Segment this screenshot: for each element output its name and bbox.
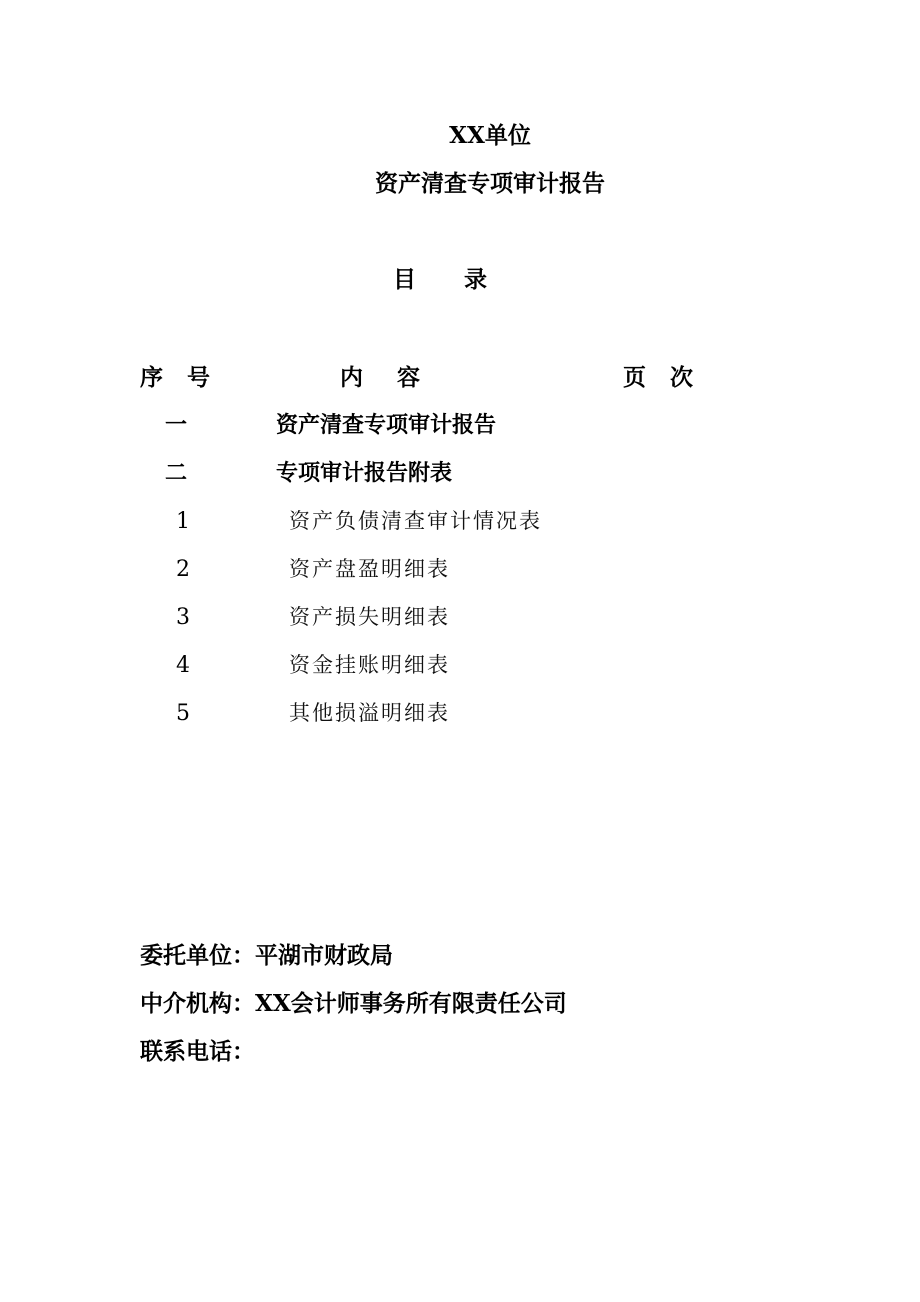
column-header-page-left: 页 xyxy=(623,364,646,391)
column-header-seq xyxy=(140,366,210,389)
toc-heading-left: 目 xyxy=(393,266,416,293)
contact-phone: 联系电话： xyxy=(140,1038,255,1065)
column-header-seq-right: 号 xyxy=(187,364,210,391)
toc-item-title[interactable]: 其他损溢明细表 xyxy=(289,701,450,725)
client-unit: 委托单位：平湖市财政局 xyxy=(140,942,393,969)
toc-item-number: 1 xyxy=(176,509,190,534)
toc-item-title[interactable]: 资产盘盈明细表 xyxy=(289,557,450,581)
toc-section-title[interactable]: 资产清查专项审计报告 xyxy=(276,412,497,438)
toc-item-number: 3 xyxy=(176,605,190,630)
report-title: 资产清查专项审计报告 xyxy=(375,170,605,197)
column-header-content-right: 容 xyxy=(397,364,420,391)
toc-item-number: 4 xyxy=(176,653,190,678)
agency: 中介机构：XX会计师事务所有限责任公司 xyxy=(140,990,567,1017)
toc-item-number: 2 xyxy=(176,557,190,582)
toc-heading xyxy=(0,268,880,291)
toc-section-number: 一 xyxy=(165,412,188,438)
toc-item-title[interactable]: 资产负债清查审计情况表 xyxy=(289,509,542,533)
toc-item-title[interactable]: 资产损失明细表 xyxy=(289,605,450,629)
toc-heading-right: 录 xyxy=(464,266,487,293)
toc-section-number: 二 xyxy=(165,460,188,486)
column-header-content xyxy=(340,366,420,389)
column-header-seq-left: 序 xyxy=(140,364,163,391)
column-header-content-left: 内 xyxy=(340,364,363,391)
column-header-page-right: 次 xyxy=(670,364,693,391)
toc-item-number: 5 xyxy=(176,701,190,726)
toc-item-title[interactable]: 资金挂账明细表 xyxy=(289,653,450,677)
column-header-page xyxy=(623,366,693,389)
toc-section-title[interactable]: 专项审计报告附表 xyxy=(276,460,453,486)
unit-title: XX单位 xyxy=(449,122,531,149)
